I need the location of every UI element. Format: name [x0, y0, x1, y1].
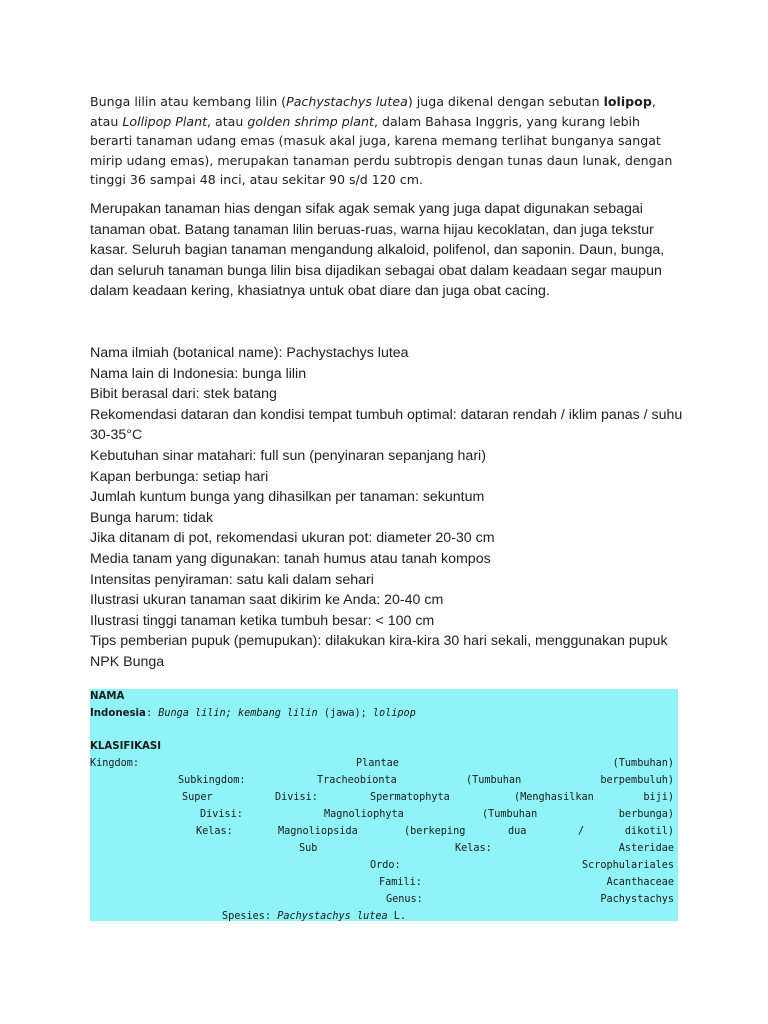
class-cell: Spermatophyta — [370, 792, 450, 803]
nama-heading: NAMA — [90, 691, 125, 702]
spec-line: Bunga harum: tidak — [90, 509, 214, 526]
class-cell: Acanthaceae — [606, 877, 674, 888]
spec-line: Ilustrasi tinggi tanaman ketika tumbuh besar: < 100 cm — [90, 612, 435, 629]
class-cell: berpembuluh) — [600, 775, 674, 786]
class-cell: (Tumbuhan — [482, 809, 538, 820]
species-label: Spesies: — [222, 911, 272, 922]
colon: : — [145, 708, 153, 719]
spec-list — [90, 343, 690, 673]
class-cell: Sub — [299, 843, 318, 854]
local-names: lolipop — [372, 708, 416, 719]
classification-box — [90, 689, 678, 921]
species-line — [222, 909, 406, 925]
class-cell: (berkeping — [404, 826, 466, 837]
intro-text: , atau — [90, 94, 656, 129]
class-cell: Famili: — [379, 877, 422, 888]
intro-text: , dalam Bahasa Inggris, yang kurang lebih berarti tanaman udang emas (masuk akal juga, karena memang terlihat bunganya sangat mirip udang emas), merupakan tanaman perdu subtropis dengan tunas daun lunak, dengan tinggi 36 sampai 48 inci, atau sekitar 90 s/d 120 cm. — [90, 113, 673, 187]
class-cell: Ordo: — [370, 860, 401, 871]
spec-line: Kapan berbunga: setiap hari — [90, 468, 269, 485]
intro-text: Bunga lilin atau kembang lilin ( — [90, 94, 287, 109]
spec-line: Intensitas penyiraman: satu kali dalam sehari — [90, 571, 374, 588]
class-cell: Kelas: — [455, 843, 492, 854]
common-name-bold: lolipop — [603, 94, 652, 109]
species-name: Pachystachys lutea — [277, 911, 388, 922]
local-names: Bunga lilin; kembang lilin — [158, 708, 318, 719]
class-cell: Divisi: — [200, 809, 243, 820]
species-author: L. — [393, 911, 407, 922]
spec-line: Tips pemberian pupuk (pemupukan): dilakukan kira-kira 30 hari sekali, menggunakan pupuk NPK Bunga — [90, 633, 672, 670]
spec-line: Rekomendasi dataran dan kondisi tempat tumbuh optimal: dataran rendah / iklim panas / suhu 30-35°C — [90, 406, 687, 444]
class-cell: Genus: — [386, 894, 423, 905]
class-cell: (Menghasilkan — [514, 792, 594, 803]
class-cell: Plantae — [356, 758, 399, 769]
spec-line: Ilustrasi ukuran tanaman saat dikirim ke Anda: 20-40 cm — [90, 592, 444, 609]
english-name: Lollipop Plant — [122, 113, 208, 129]
klasifikasi-heading: KLASIFIKASI — [90, 741, 162, 752]
english-name: golden shrimp plant — [247, 113, 374, 129]
class-cell: (Tumbuhan) — [612, 758, 674, 769]
scientific-name: Pachystachys lutea — [286, 94, 408, 109]
intro-paragraph — [90, 92, 680, 190]
class-cell: dua — [508, 826, 527, 837]
class-cell: Subkingdom: — [178, 775, 246, 786]
class-cell: Magnoliopsida — [278, 826, 358, 837]
class-cell: / — [578, 826, 585, 837]
spec-line: Nama ilmiah (botanical name): Pachystachys lutea — [90, 345, 409, 361]
class-cell: Kingdom: — [90, 758, 140, 769]
class-cell: dikotil) — [624, 826, 674, 837]
description-paragraph: Merupakan tanaman hias dengan sifak agak semak yang juga dapat digunakan sebagai tanaman obat. Batang tanaman lilin beruas-ruas, warna hijau kecoklatan, dan juga tekstur kasar. Seluruh bagian tanaman mengandung alkaloid, polifenol, dan saponin. Daun, bunga, dan seluruh tanaman bunga lilin bisa dijadikan sebagai obat dalam keadaan segar maupun dalam keadaan kering, khasiatnya untuk obat diare dan juga obat cacing. — [90, 201, 665, 300]
spec-line: Jika ditanam di pot, rekomendasi ukuran pot: diameter 20-30 cm — [90, 530, 495, 547]
indonesia-names — [90, 706, 416, 722]
class-cell: (Tumbuhan — [466, 775, 522, 786]
intro-text: ) juga dikenal dengan sebutan — [407, 94, 604, 109]
local-names-sep: (jawa); — [317, 708, 373, 719]
class-cell: biji) — [643, 792, 674, 803]
spec-line: Nama lain di Indonesia: bunga lilin — [90, 365, 307, 382]
class-cell: berbunga) — [618, 809, 674, 820]
class-cell: Divisi: — [275, 792, 318, 803]
class-cell: Super — [182, 792, 213, 803]
class-cell: Magnoliophyta — [324, 809, 404, 820]
spec-line: Kebutuhan sinar matahari: full sun (penyinaran sepanjang hari) — [90, 447, 486, 464]
class-cell: Tracheobionta — [317, 775, 397, 786]
intro-text: , atau — [207, 113, 248, 129]
class-cell: Scrophulariales — [581, 860, 674, 871]
spec-line: Jumlah kuntum bunga yang dihasilkan per tanaman: sekuntum — [90, 489, 485, 506]
indonesia-label: Indonesia — [90, 708, 146, 719]
class-cell: Kelas: — [196, 826, 233, 837]
class-cell: Asteridae — [618, 843, 674, 854]
spec-line: Bibit berasal dari: stek batang — [90, 386, 277, 403]
class-cell: Pachystachys — [600, 894, 674, 905]
spec-line: Media tanam yang digunakan: tanah humus atau tanah kompos — [90, 550, 491, 567]
